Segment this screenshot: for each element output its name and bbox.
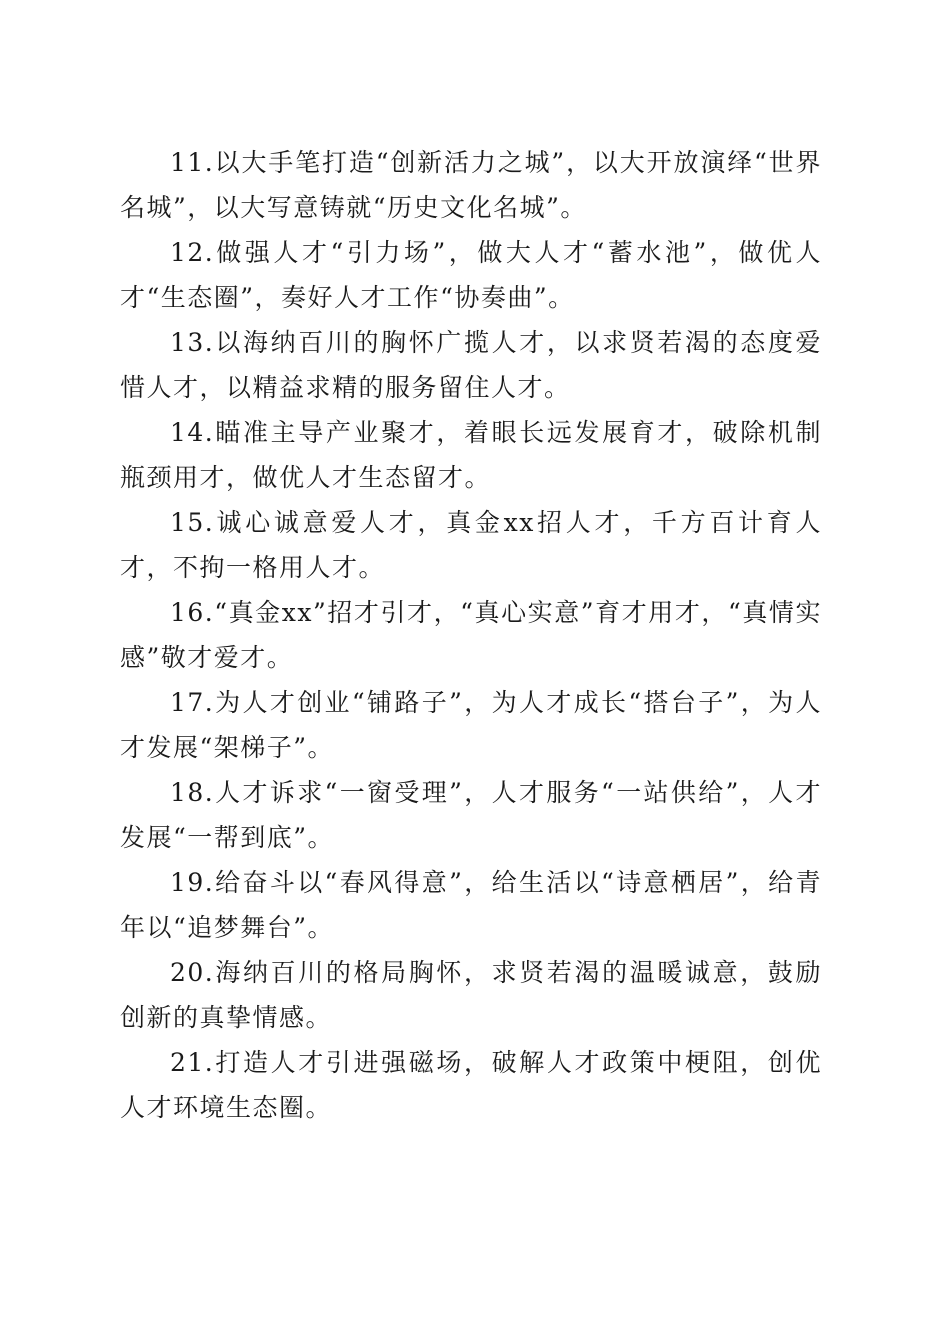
paragraph-19: 19.给奋斗以“春风得意”，给生活以“诗意栖居”，给青年以“追梦舞台”。 — [120, 868, 822, 942]
paragraph-12: 12.做强人才“引力场”，做大人才“蓄水池”，做优人才“生态圈”，奏好人才工作“协奏曲”。 — [120, 238, 822, 312]
document-body — [120, 140, 822, 1130]
paragraph-18: 18.人才诉求“一窗受理”，人才服务“一站供给”，人才发展“一帮到底”。 — [120, 778, 822, 852]
paragraph-16: 16.“真金xx”招才引才，“真心实意”育才用才，“真情实感”敬才爱才。 — [120, 598, 822, 672]
paragraph-15: 15.诚心诚意爱人才，真金xx招人才，千方百计育人才，不拘一格用人才。 — [120, 508, 822, 582]
paragraph-14: 14.瞄准主导产业聚才，着眼长远发展育才，破除机制瓶颈用才，做优人才生态留才。 — [120, 418, 822, 492]
paragraph-17: 17.为人才创业“铺路子”，为人才成长“搭台子”，为人才发展“架梯子”。 — [120, 688, 822, 762]
paragraph-21: 21.打造人才引进强磁场，破解人才政策中梗阻，创优人才环境生态圈。 — [120, 1048, 822, 1122]
paragraph-20: 20.海纳百川的格局胸怀，求贤若渴的温暖诚意，鼓励创新的真挚情感。 — [120, 958, 822, 1032]
paragraph-11: 11.以大手笔打造“创新活力之城”，以大开放演绎“世界名城”，以大写意铸就“历史文化名城”。 — [120, 148, 822, 222]
paragraph-13: 13.以海纳百川的胸怀广揽人才，以求贤若渴的态度爱惜人才，以精益求精的服务留住人才。 — [120, 328, 822, 402]
